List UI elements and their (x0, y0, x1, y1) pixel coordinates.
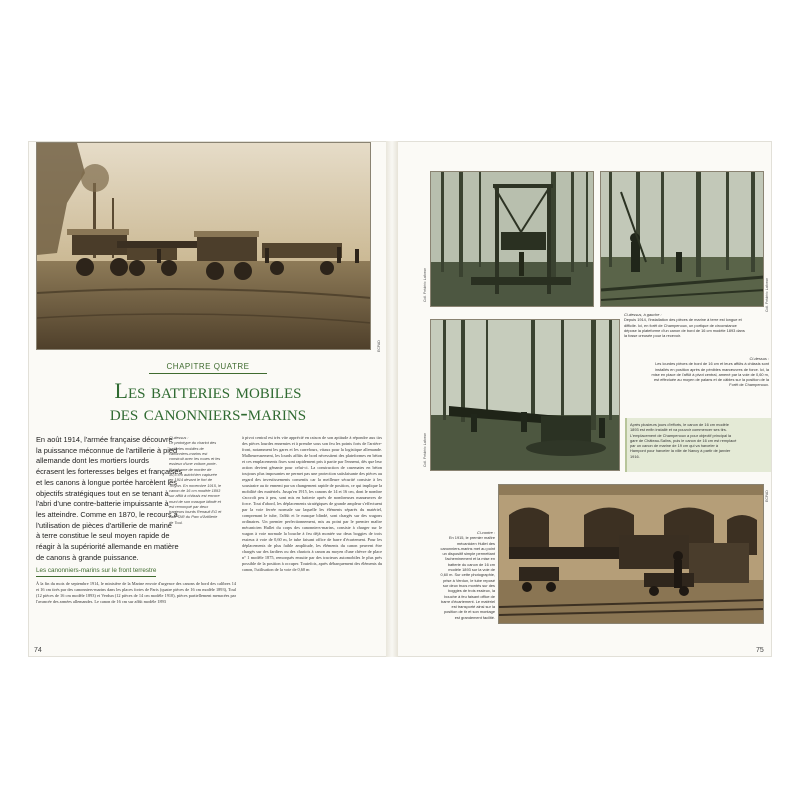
lead-line: écrasent les forteresses belges et françaises (36, 467, 183, 477)
photo-gun-at-depot (498, 484, 764, 624)
chapter-label: CHAPITRE QUATRE (166, 362, 250, 371)
photo-credit-3: Coll. Frédéric Lafosse (423, 432, 427, 467)
caption-line: modèle 1893 sur la voie de (448, 567, 495, 573)
lead-line: de canons à grande puissance. (36, 552, 139, 562)
caption-line: la fosse creusée pour la recevoir. (624, 333, 682, 339)
side-caption-line: est remorqué par deux (169, 503, 209, 509)
caption-line: 0,60 m. Sur cette photographie, (440, 572, 495, 578)
top-photo-tractors (36, 142, 371, 350)
caption-line: sur deux trucs montés sur des (442, 582, 495, 588)
forest-gantry-illustration (431, 172, 594, 307)
side-caption-line: Le prototype du chariot des (169, 440, 217, 446)
side-caption-line: muni de son masque blindé et (169, 498, 221, 504)
caption-line: mise en place de l'affût à pivot central, amené par la voie de 0,60 m, (651, 371, 769, 377)
photo-credit-2: Coll. Frédéric Lafosse (765, 277, 769, 312)
page-number-right: 75 (756, 647, 764, 654)
chapter-title-line2: des canonniers-marins (109, 400, 307, 425)
photo-gun-in-forest (430, 319, 620, 471)
lead-line: l'abri d'une contre-batterie impuissante à (36, 499, 169, 509)
caption-line: mécanicien Hullet des (456, 540, 495, 546)
side-caption-line: Troyon. En novembre 1915, le (169, 482, 222, 488)
side-caption-label: Ci-dessus : (169, 435, 189, 440)
caption-callout (630, 422, 770, 459)
forest-installation-illustration (601, 172, 764, 307)
side-caption-line: canon de 16 cm modèle 1893 (169, 487, 221, 493)
caption-line: gare de Château-Salins, puis le canon de 16 cm est remplacé (630, 437, 737, 443)
chapter-underline (149, 373, 267, 374)
lead-line: allemande dont les mortiers lourds (36, 456, 149, 466)
caption-line: Depuis 1914, l'installation des pièces de marine à terre est longue et (624, 317, 742, 323)
left-page (28, 141, 386, 657)
side-caption-line: tracteurs lourds Renault EG et (169, 509, 222, 515)
caption-line: est effectuée au moyen de palans et de câbles sur la position de la (654, 377, 769, 383)
caption-line: un dispositif simple permettant (442, 551, 495, 557)
photo-credit-4: ECPAD (765, 490, 769, 502)
side-caption (169, 435, 237, 525)
caption-line: Hampont pour harceler la ville de Nancy à partir de janvier (630, 448, 731, 454)
section-subheading: Les canonniers-marins sur le front terrestre (36, 567, 157, 574)
lead-line: En août 1914, l'armée française découvre (36, 435, 173, 444)
lead-line: la puissance méconnue de l'artillerie à pied (36, 445, 178, 455)
caption-above-left-label: Ci-dessus, à gauche : (624, 312, 662, 317)
lead-line: à terre constitue le seul moyen rapide de (36, 531, 170, 541)
chapter-title-line1: Les batteries mobiles (114, 378, 302, 403)
caption-line: L'emplacement de Champenoux a pour objectif principal la (630, 432, 732, 438)
side-caption-line: essieux d'une voiture-porte- (169, 461, 217, 467)
subheading-rule (36, 576, 156, 577)
photo-credit-1: Coll. Frédéric Lafosse (423, 267, 427, 302)
caption-line: est transporté ainsi sur la (451, 604, 495, 610)
caption-line: position de tir et son montage (443, 609, 495, 615)
book-gutter (386, 141, 398, 657)
caption-line: canonniers-marins met au point (440, 545, 495, 551)
gun-in-forest-illustration (431, 320, 620, 471)
caption-line: est grandement facilité. (454, 614, 495, 620)
side-caption-line: 30,5 cm autrichien capturée (169, 472, 218, 478)
caption-line: prise à Verdun, le tube reposé (443, 577, 495, 583)
side-caption-line: batteries mobiles de (169, 445, 204, 451)
caption-opposite (433, 530, 495, 620)
caption-line: 1893 est enfin installé et va pouvoir commencer ses tirs. (630, 427, 727, 433)
caption-opposite-label: Ci-contre : (477, 530, 495, 535)
caption-above-label: Ci-dessus : (749, 356, 769, 361)
lead-line: objectifs stratégiques tout en se tenant à (36, 488, 169, 498)
caption-line: difficile. Ici, en forêt de Champenoux, un portique de circonstance (624, 322, 737, 328)
caption-line: Forêt de Champenoux. (729, 382, 769, 388)
photo-forest-installation (600, 171, 764, 307)
photo-credit-top: ECPAD (377, 340, 381, 352)
caption-line: boggies de trois essieux, la (448, 588, 495, 594)
caption-above (624, 356, 769, 388)
lead-line: et les canons à longue portée harcèlent les (36, 477, 177, 487)
caption-above-left (624, 312, 769, 338)
caption-line: l'acheminement et la mise en (444, 556, 495, 562)
side-caption-line: en 1914 devant le fort de (169, 477, 213, 483)
caption-line: installés en position après de pénibles manœuvres de force. Ici, la (655, 366, 769, 372)
side-caption-line: sur affût à châssis est encore (169, 493, 220, 499)
right-page (398, 141, 772, 657)
caption-line: Les lourdes pièces de bord de 16 cm et leurs affûts à châssis sont (655, 361, 769, 367)
side-caption-line: canonniers-marins est (169, 450, 208, 456)
body-column-right: à pivot central est très vite apprécié en raison de son aptitude à répondre aux tirs des pièces lourdes ennemies et à prendre sous son feu les points forts de l'arrière-front, notamment les gares et les carrefours, vitaux pour la logistique allemande. Malheureusement, les lourds affûts de bord nécessitent des plateformes en béton et ces emplacements fixes sont rapidement pris à partie par l'ennemi, dès que leur action devient gênante pour celui-ci. La construction de casemates en béton toujours plus imposantes ne permet pas une protection satisfaisante des pièces au regard des investissements consentis car la meilleure sécurité consiste à les soustraire au tir ennemi par un changement rapide de position, ce qui implique la mobilité des matériels. Jusqu'en 1915, les canons de 14 et 16 cm, dont le nombre s'accroît peu à peu, sont mis en batterie après de nombreuses manœuvres de force. Tout d'abord, les déplacements stratégiques de grande ampleur s'effectuent par la voie ferrée normale sur laquelle les éléments séparés du matériel, comprenant le tube, l'affût et le masque blindé, sont chargés sur des wagons ordinaires. Un premier perfectionnement, mis au point par le premier maître mécanicien Hullet du corps des canonniers-marins, consiste à charger sur le wagon à voie normale la bouche à feu déjà montée sur deux boggies de trois essieux à voie de 0,60 m, le tube faisant office de barre d'écartement. Pour les déplacements de plus faible amplitude, les éléments du canon peuvent être chargés sur des fardiers ou des chariots à canon au moyen d'une chèvre de place n° 1 modèle 1875, remorqués ensuite par des tracteurs automobiles le plus près possible de la position à occuper. Toutefois, après débarquement des éléments du canon, l'utilisation de la voie de 0,60 m (242, 435, 382, 572)
caption-line: 1916. (630, 453, 640, 459)
caption-line: bouche à feu faisant office de (444, 593, 495, 599)
body-column-left: À la fin du mois de septembre 1914, le ministère de la Marine envoie d'urgence des canons de bord des calibres 14 et 16 cm tirés par des canonniers-marins dans les places fortes de Paris (quatre pièces de 16 cm modèle 1893), Toul (12 pièces de 16 cm modèle 1893) et Verdun (12 pièces de 14 cm modèle 1910), pièces partiellement menacées par l'avancée des armées allemandes. Le canon de 16 cm sur affût modèle 1893 (36, 581, 236, 604)
side-caption-line: de Toul. (169, 519, 183, 525)
caption-line: En 1915, le premier maître (448, 535, 495, 541)
page-number-left: 74 (34, 647, 42, 654)
caption-line: par un canon de marine de 19 cm qui va harceler à (630, 443, 719, 449)
caption-line: Après plusieurs jours d'efforts, le canon de 16 cm modèle (630, 422, 729, 427)
lead-line: l'utilisation de pièces d'artillerie de marine (36, 520, 172, 530)
lead-line: les atteindre. Comme en 1870, le recours à (36, 509, 178, 519)
photo-forest-gantry (430, 171, 594, 307)
lead-line: réagir à la supériorité allemande en matière (36, 542, 179, 552)
tractors-illustration (37, 143, 371, 350)
side-caption-line: plateforme de mortier de (169, 466, 212, 472)
caption-line: barre d'écartement. Le matériel (441, 598, 495, 604)
side-caption-line: construit avec les roues et les (169, 456, 221, 462)
caption-line: batterie du canon de 16 cm (447, 561, 495, 567)
caption-line: dépose la plateforme d'un canon de bord de 16 cm modèle 1893 dans (624, 327, 745, 333)
gun-at-depot-illustration (499, 485, 764, 624)
side-caption-line: Latil TAR du Parc d'Artillerie (169, 514, 218, 520)
